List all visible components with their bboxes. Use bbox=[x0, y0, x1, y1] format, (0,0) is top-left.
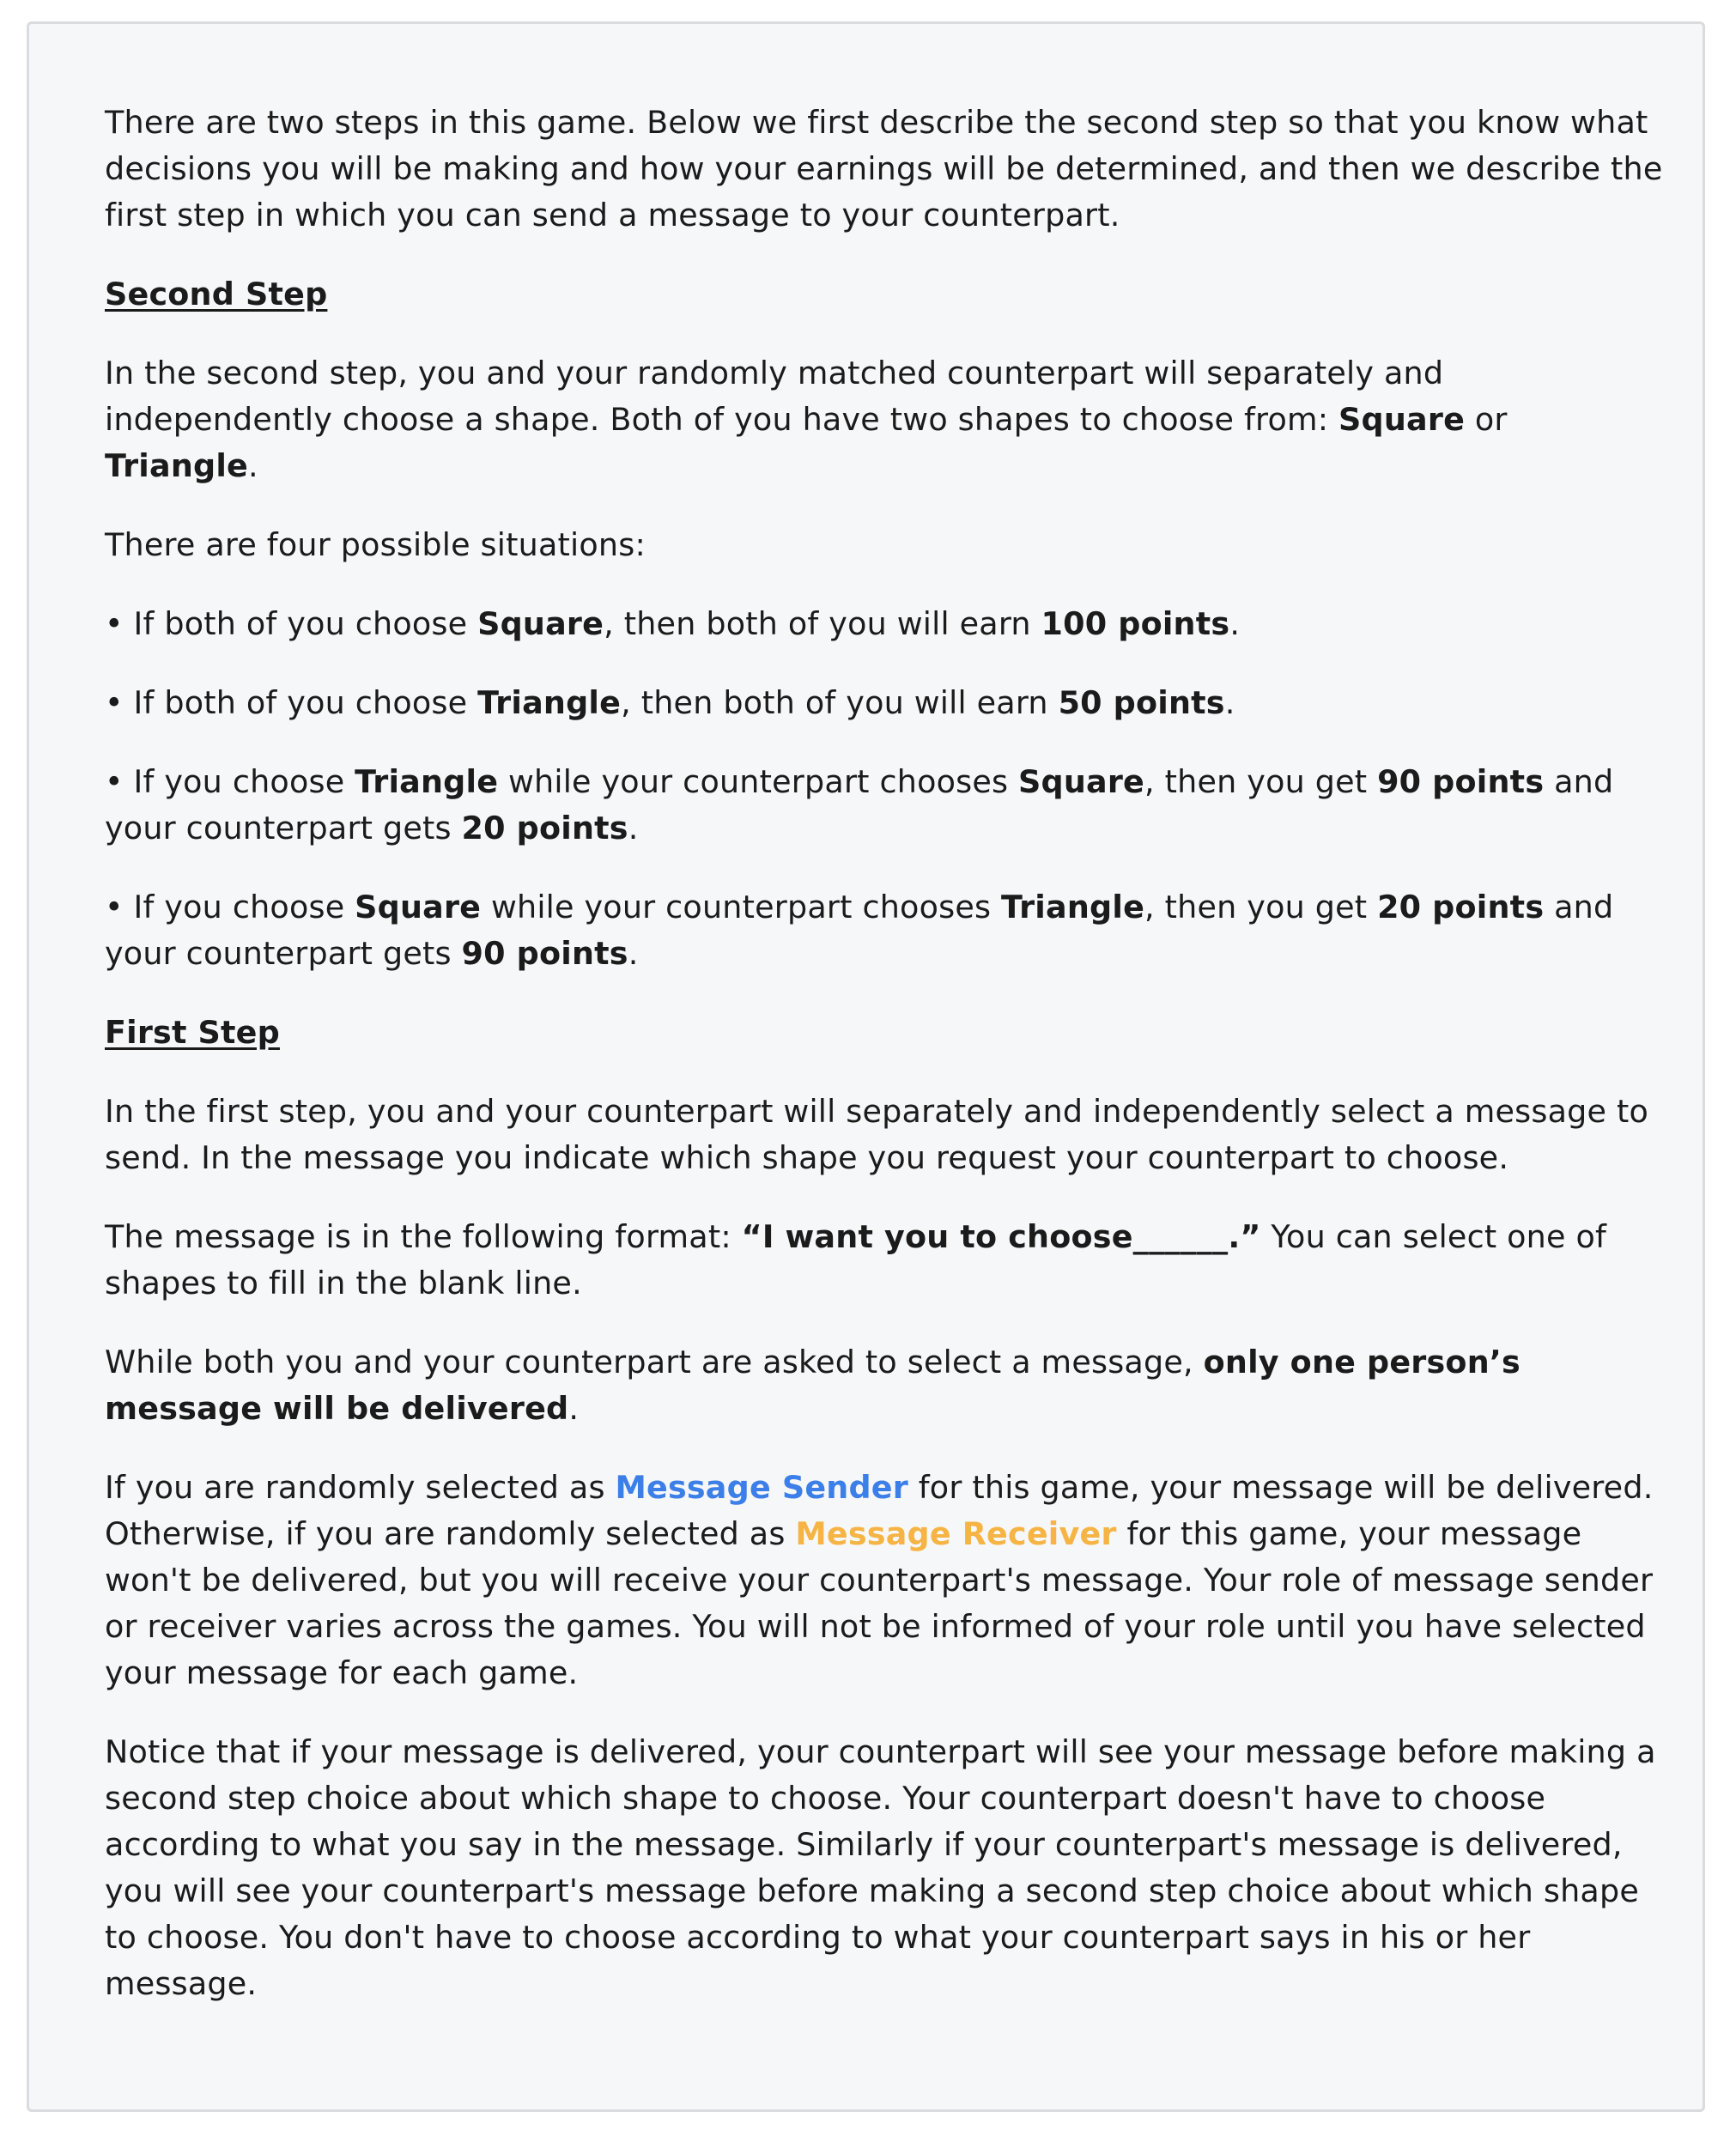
text-span: . bbox=[248, 447, 258, 484]
notice-paragraph: Notice that if your message is delivered, your counterpart will see your message before making a second step choice about which shape to choose. Your counterpart doesn't have to choose according to what you say in the message. Similarly if your counterpart's message is delivered, you will see your counterpart's message before making a second step choice about which shape to choose. You don't have to choose according to what your counterpart says in his or her message. bbox=[105, 1733, 1656, 2002]
text-span: for this game, your message will be delivered. Otherwise, if you are randomly selected as bbox=[105, 1469, 1654, 1552]
text-span: and your counterpart gets bbox=[105, 763, 1614, 846]
first-step-paragraph-1: In the first step, you and your counterpart will separately and independently select a message to send. In the message you indicate which shape you request your counterpart to choose. bbox=[105, 1093, 1649, 1176]
text-span: or bbox=[1465, 401, 1508, 438]
bullet-item bbox=[105, 884, 1667, 977]
bold-text: Triangle bbox=[1001, 889, 1145, 925]
situations-intro: There are four possible situations: bbox=[105, 526, 646, 563]
text-span: , then both of you will earn bbox=[604, 605, 1041, 642]
text-span: You can select one of shapes to fill in the blank line. bbox=[105, 1218, 1607, 1302]
bold-text: Square bbox=[355, 889, 482, 925]
text-span: The message is in the following format: bbox=[105, 1218, 742, 1255]
bullet-item bbox=[105, 759, 1667, 852]
bold-text: Square bbox=[477, 605, 604, 642]
instructions-content bbox=[105, 100, 1667, 2040]
text-span: • If you choose bbox=[105, 763, 355, 800]
roles-paragraph bbox=[105, 1465, 1667, 1696]
text-span: While both you and your counterpart are asked to select a message, bbox=[105, 1344, 1204, 1380]
text-span: and your counterpart gets bbox=[105, 889, 1614, 972]
bold-text: only one person’s message will be delivered bbox=[105, 1344, 1521, 1427]
message-sender-label: Message Sender bbox=[615, 1469, 908, 1506]
text-span: while your counterpart chooses bbox=[498, 763, 1019, 800]
text-span: while your counterpart chooses bbox=[481, 889, 1002, 925]
text-span: • If you choose bbox=[105, 889, 355, 925]
bold-text: Square bbox=[1018, 763, 1145, 800]
text-span: . bbox=[1224, 684, 1235, 721]
text-span: . bbox=[1229, 605, 1241, 642]
second-step-paragraph-1 bbox=[105, 350, 1667, 489]
text-span: , then you get bbox=[1144, 763, 1378, 800]
intro-paragraph: There are two steps in this game. Below we first describe the second step so that you know what decisions you will be making and how your earnings will be determined, and then we describe the first step in which you can send a message to your counterpart. bbox=[105, 104, 1663, 234]
text-span: . bbox=[628, 810, 639, 846]
second-step-heading: Second Step bbox=[105, 276, 328, 313]
text-span: In the second step, you and your randomly matched counterpart will separately and independently choose a shape. Both of you have two shapes to choose from: bbox=[105, 355, 1444, 438]
bold-square: Square bbox=[1338, 401, 1466, 438]
bold-points: 50 points bbox=[1058, 684, 1225, 721]
text-span: . bbox=[568, 1390, 580, 1427]
message-receiver-label: Message Receiver bbox=[795, 1515, 1117, 1552]
bold-text: Triangle bbox=[355, 763, 499, 800]
text-span: If you are randomly selected as bbox=[105, 1469, 616, 1506]
bold-triangle: Triangle bbox=[105, 447, 249, 484]
bold-points: 90 points bbox=[461, 935, 628, 972]
text-span: • If both of you choose bbox=[105, 605, 478, 642]
text-span: for this game, your message won't be delivered, but you will receive your counterpart's message. Your role of message sender or receiver varies across the games. You will not be informed of your role until you have selected your message for each game. bbox=[105, 1515, 1654, 1691]
first-step-heading: First Step bbox=[105, 1014, 280, 1051]
text-span: • If both of you choose bbox=[105, 684, 478, 721]
bold-points: 20 points bbox=[1377, 889, 1545, 925]
bullet-item bbox=[105, 680, 1667, 726]
text-span: , then both of you will earn bbox=[621, 684, 1059, 721]
bullet-item bbox=[105, 601, 1667, 647]
bold-points: 100 points bbox=[1041, 605, 1230, 642]
bold-points: 20 points bbox=[461, 810, 628, 846]
bold-points: 90 points bbox=[1377, 763, 1545, 800]
bold-text: Triangle bbox=[477, 684, 622, 721]
text-span: . bbox=[628, 935, 639, 972]
message-format-paragraph bbox=[105, 1214, 1667, 1307]
text-span: , then you get bbox=[1144, 889, 1378, 925]
delivery-paragraph bbox=[105, 1339, 1667, 1432]
message-format: “I want you to choose______.” bbox=[741, 1218, 1261, 1255]
instructions-panel bbox=[27, 21, 1705, 2112]
